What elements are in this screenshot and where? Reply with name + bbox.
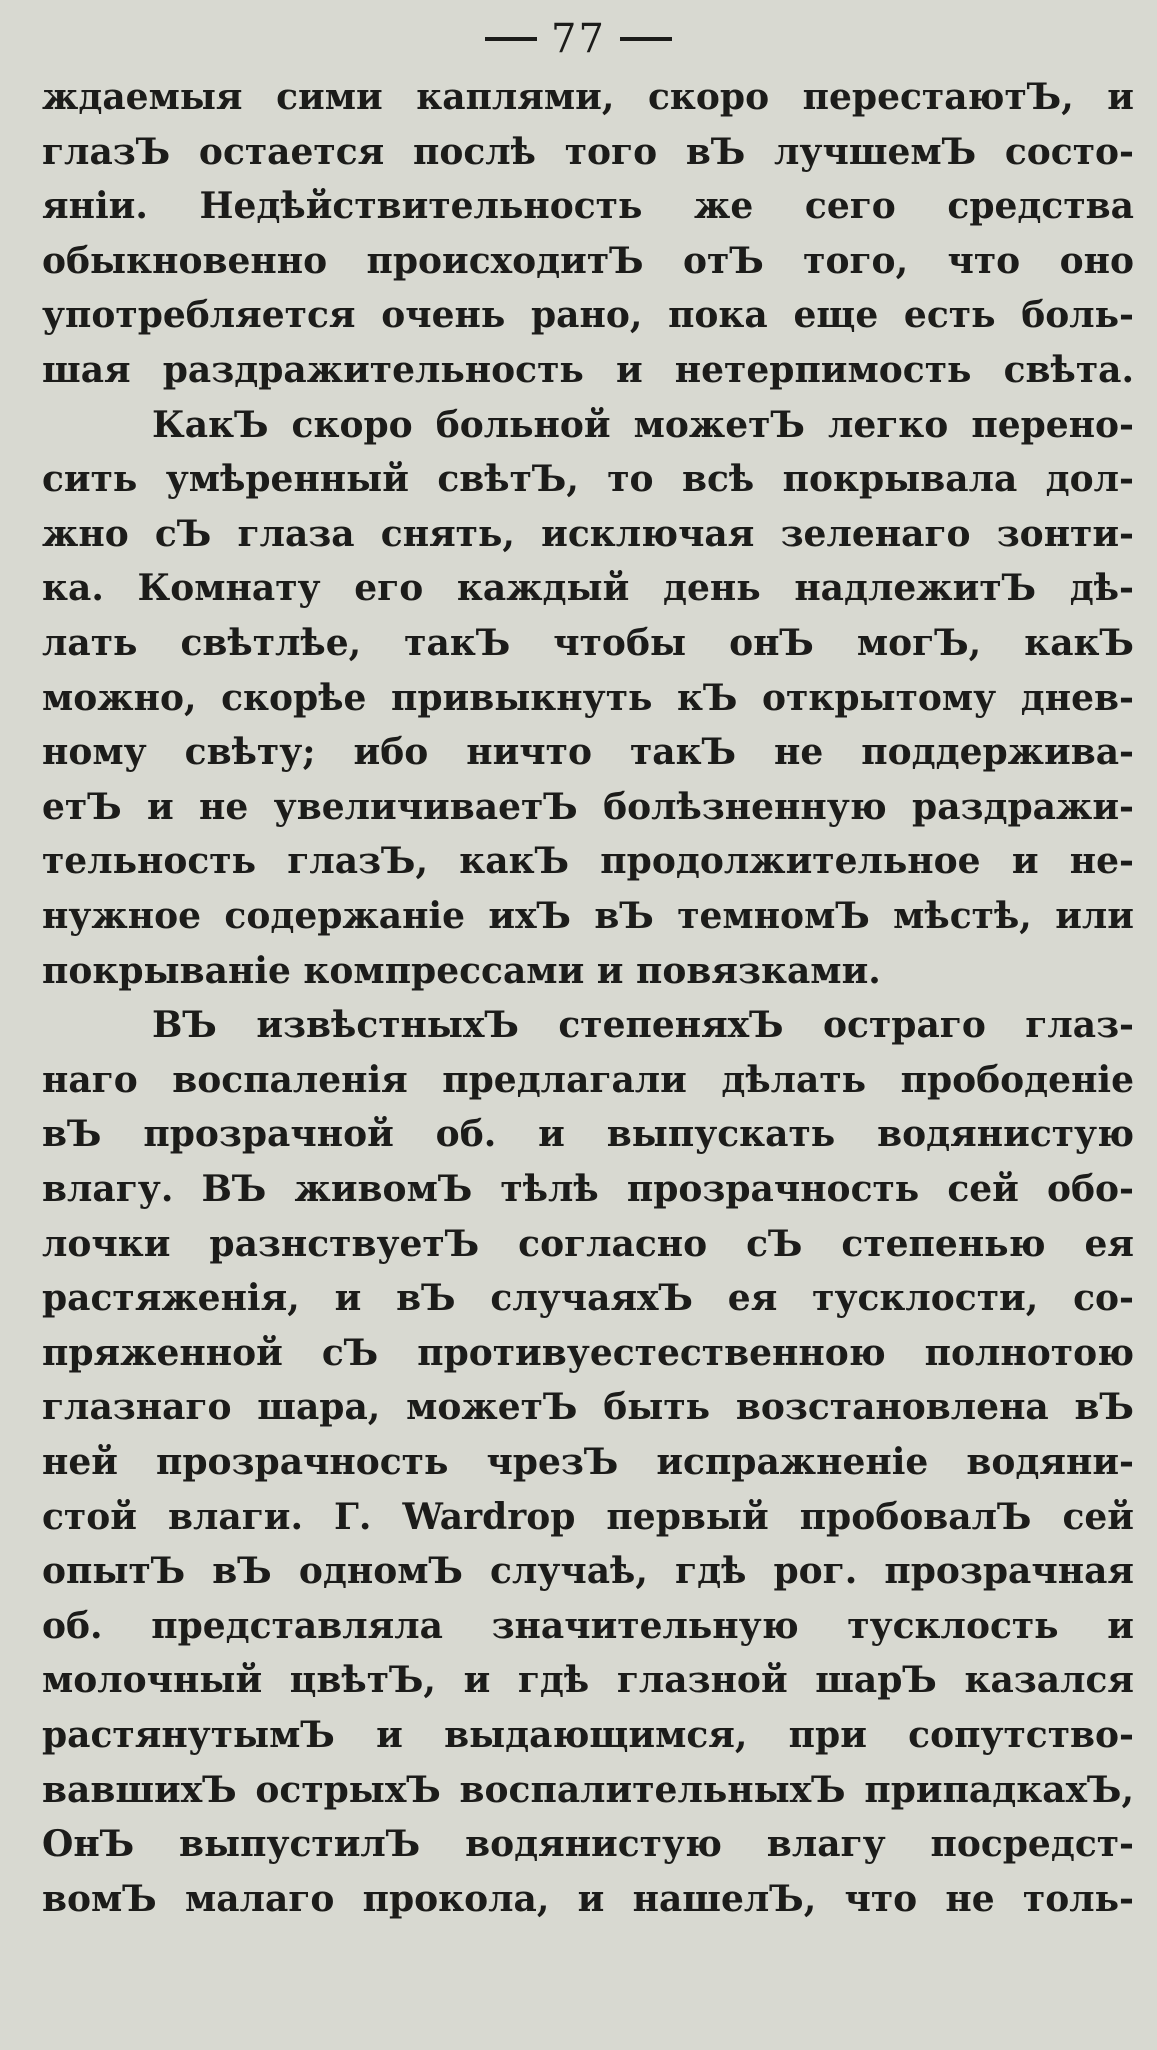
header-dash-right [620,37,672,41]
text-line: опытЪ вЪ одномЪ случаѣ, гдѣ рог. прозрачная [42,1550,1134,1593]
text-line: ней прозрачность чрезЪ испражненіе водяни- [42,1440,1134,1483]
text-line: лать свѣтлѣе, такЪ чтобы онЪ могЪ, какЪ [42,621,1134,664]
paragraph-1 [42,70,1134,398]
text-line: глазЪ остается послѣ того вЪ лучшемЪ состо- [42,130,1134,173]
text-line: ВЪ извѣстныхЪ степеняхЪ остраго глаз- [152,1004,1134,1047]
text-line: шая раздражительность и нетерпимость свѣта. [42,348,1134,391]
text-line: ка. Комнату его каждый день надлежитЪ дѣ- [42,567,1134,610]
paragraph-2 [42,398,1134,999]
text-line: наго воспаленія предлагали дѣлать прободеніе [42,1058,1134,1101]
text-line: сить умѣренный свѣтЪ, то всѣ покрывала дол- [42,458,1134,501]
text-line: вЪ прозрачной об. и выпускать водянистую [42,1113,1134,1156]
text-line: глазнаго шара, можетЪ быть возстановлена вЪ [42,1386,1134,1429]
text-line: молочный цвѣтЪ, и гдѣ глазной шарЪ казался [42,1659,1134,1702]
text-line: вавшихЪ острыхЪ воспалительныхЪ припадкахЪ, [42,1768,1134,1811]
text-line: ОнЪ выпустилЪ водянистую влагу посредст- [42,1823,1134,1866]
text-line: употребляется очень рано, пока еще есть боль- [42,294,1134,337]
text-line: ному свѣту; ибо ничто такЪ не поддержива- [42,731,1134,774]
text-line: стой влаги. Г. Wardrop первый пробовалЪ сей [42,1495,1134,1538]
text-line: ждаемыя сими каплями, скоро перестаютЪ, и [42,76,1134,118]
header-dash-left [485,37,537,41]
text-line: растяженія, и вЪ случаяхЪ ея тусклости, со- [42,1277,1134,1320]
text-line: жно сЪ глаза снять, исключая зеленаго зонти- [42,512,1134,555]
text-line: покрываніе компрессами и повязками. [42,949,881,992]
page-header [0,14,1157,64]
text-line: можно, скорѣе привыкнуть кЪ открытому днев- [42,676,1134,719]
page-number: 77 [551,16,606,62]
text-line: тельность глазЪ, какЪ продолжительное и не- [42,840,1134,883]
text-line: об. представляла значительную тусклость и [42,1604,1134,1647]
text-line: КакЪ скоро больной можетЪ легко перено- [152,403,1134,446]
paragraph-3 [42,998,1134,1926]
text-line: обыкновенно происходитЪ отЪ того, что оно [42,239,1134,282]
text-line: етЪ и не увеличиваетЪ болѣзненную раздражи- [42,785,1134,828]
text-line: влагу. ВЪ живомЪ тѣлѣ прозрачность сей обо- [42,1167,1134,1210]
text-line: яніи. Недѣйствительность же сего средства [42,185,1134,228]
text-line: вомЪ малаго прокола, и нашелЪ, что не толь- [42,1877,1134,1920]
text-line: лочки разнствуетЪ согласно сЪ степенью ея [42,1222,1134,1265]
text-line: нужное содержаніе ихЪ вЪ темномЪ мѣстѣ, или [42,894,1134,937]
text-line: пряженной сЪ противуестественною полнотою [42,1331,1134,1374]
text-line: растянутымЪ и выдающимся, при сопутство- [42,1713,1134,1756]
